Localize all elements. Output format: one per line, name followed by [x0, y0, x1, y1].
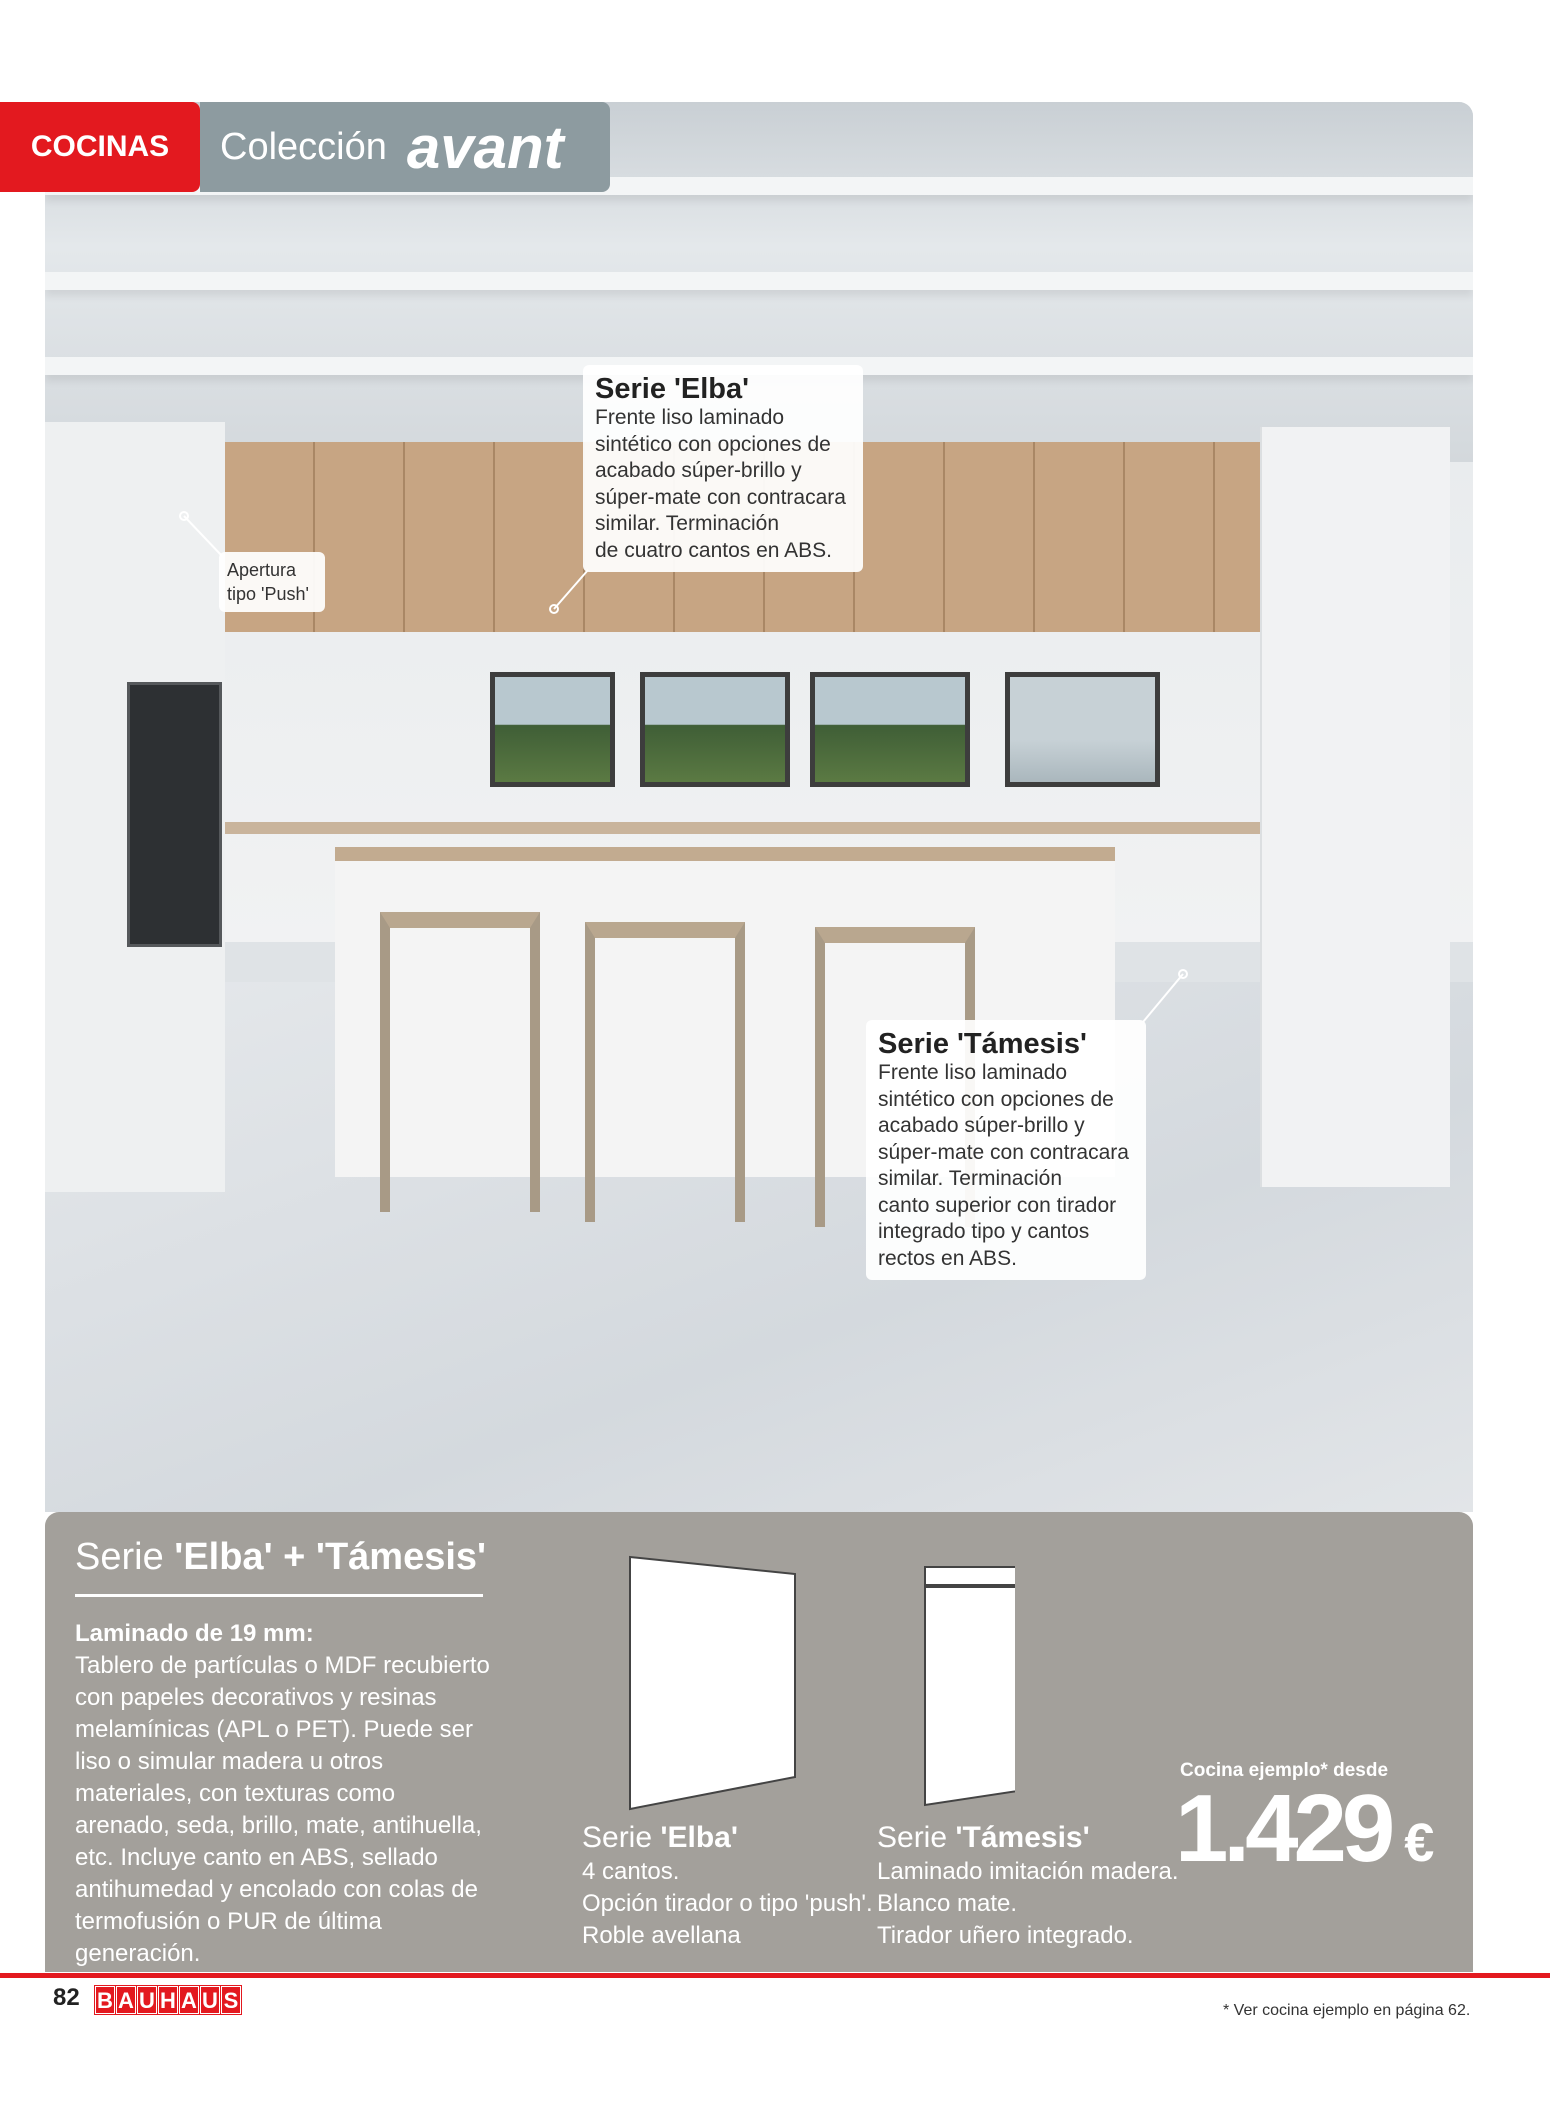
logo-letter: A — [116, 1986, 136, 2014]
callout-title: Serie 'Elba' — [595, 373, 750, 405]
title-bold: 'Elba' + 'Támesis' — [174, 1536, 487, 1578]
description-heading: Laminado de 19 mm: — [75, 1620, 314, 1647]
elba-door-icon — [630, 1557, 795, 1809]
logo-letter: H — [158, 1986, 178, 2014]
callout-text: tipo 'Push' — [227, 584, 309, 604]
bauhaus-logo — [95, 1986, 241, 2014]
callout-line: canto superior con tirador — [878, 1193, 1117, 1217]
logo-letter: A — [179, 1986, 199, 2014]
door-illustrations — [615, 1547, 1015, 1817]
callout-line: Frente liso laminado — [878, 1061, 1068, 1084]
callout-line: sintético con opciones de — [878, 1087, 1114, 1111]
logo-letter: S — [221, 1986, 241, 2014]
series-line: Blanco mate. — [877, 1890, 1018, 1917]
callout-elba — [583, 365, 863, 572]
tamesis-door-icon — [925, 1587, 1015, 1805]
series-line: 4 cantos. — [582, 1858, 680, 1885]
series-line: Laminado imitación madera. — [877, 1858, 1179, 1885]
series-name: 'Támesis' — [955, 1821, 1090, 1854]
callout-line: de cuatro cantos en ABS. — [595, 538, 832, 562]
logo-letter: U — [200, 1986, 220, 2014]
callout-line: similar. Terminación — [878, 1167, 1063, 1190]
series-tamesis — [877, 1820, 1179, 1952]
series-name: 'Elba' — [660, 1821, 738, 1854]
tamesis-door-top — [925, 1567, 1015, 1585]
series-prefix: Serie — [582, 1821, 661, 1854]
currency: € — [1404, 1813, 1435, 1873]
callout-text: Apertura — [227, 560, 297, 580]
price-value: 1.429 — [1175, 1775, 1391, 1882]
title-prefix: Serie — [75, 1536, 175, 1578]
footnote: * Ver cocina ejemplo en página 62. — [1223, 2002, 1471, 2019]
description-body: Tablero de partículas o MDF recubierto con papeles decorativos y resinas melamínicas (APL o PET). Puede ser liso o simular madera u otros materiales, con texturas como arenado, seda, brillo, mate, antihuella, etc. Incluye canto en ABS, sellado antihumedad y encolado con colas de termofusión o PUR de última generación. — [75, 1652, 490, 1967]
callout-line: integrado tipo y cantos — [878, 1220, 1090, 1243]
logo-letter: B — [95, 1986, 115, 2014]
collection-tag — [200, 102, 610, 192]
callout-line: Frente liso laminado — [595, 406, 785, 429]
section-tag: COCINAS — [0, 102, 200, 192]
panel-title — [75, 1536, 486, 1579]
callout-line: acabado súper-brillo y — [595, 459, 802, 482]
description — [75, 1618, 495, 1970]
callout-line: acabado súper-brillo y — [878, 1114, 1085, 1137]
footer-rule — [0, 1973, 1550, 1978]
callout-line: similar. Terminación — [595, 512, 780, 535]
callout-line: sintético con opciones de — [595, 432, 831, 456]
callout-push — [219, 552, 325, 612]
collection-name: avant — [406, 113, 564, 181]
callout-tamesis — [866, 1020, 1146, 1280]
callout-line: súper-mate con contracara — [595, 485, 846, 509]
page-number: 82 — [53, 1984, 80, 2011]
logo-letter: U — [137, 1986, 157, 2014]
divider — [75, 1594, 483, 1597]
info-panel — [45, 1512, 1473, 1972]
callout-line: rectos en ABS. — [878, 1246, 1017, 1270]
series-elba — [582, 1820, 873, 1952]
series-line: Tirador uñero integrado. — [877, 1922, 1134, 1949]
price-label: Cocina ejemplo* desde — [1180, 1760, 1389, 1781]
price — [1175, 1774, 1434, 1884]
series-prefix: Serie — [877, 1821, 956, 1854]
series-line: Roble avellana — [582, 1922, 741, 1949]
collection-label: Colección — [220, 125, 387, 168]
series-line: Opción tirador o tipo 'push'. — [582, 1890, 873, 1917]
callout-title: Serie 'Támesis' — [878, 1028, 1087, 1060]
callout-line: súper-mate con contracara — [878, 1140, 1129, 1164]
